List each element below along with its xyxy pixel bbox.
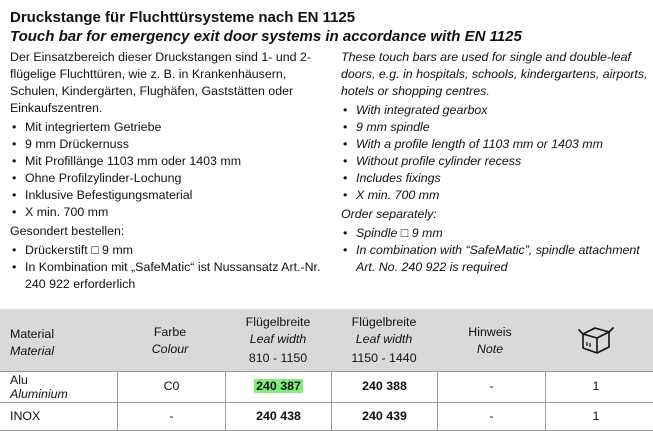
order-item: • In Kombination mit „SafeMatic“ ist Nussansatz Art.-Nr. 240 922 erforderlich: [10, 259, 335, 293]
row-material-de: Alu: [10, 373, 28, 387]
title-german: Druckstange für Fluchttürsysteme nach EN 1125: [10, 9, 356, 26]
header-leaf-width-1: [226, 314, 330, 367]
header-width2-en: Leaf width: [355, 332, 413, 346]
header-note-de: Hinweis: [468, 325, 512, 339]
header-colour-en: Colour: [151, 342, 189, 356]
table-row: [10, 409, 110, 423]
row-note: -: [489, 409, 494, 423]
box-icon: [576, 323, 616, 355]
table-row: [10, 373, 110, 401]
header-width2-de: Flügelbreite: [351, 315, 417, 329]
feature-item: • X min. 700 mm: [10, 204, 335, 221]
row-divider: [0, 371, 653, 372]
title-english: Touch bar for emergency exit door systems in accordance with EN 1125: [10, 28, 522, 45]
feature-list-de: [10, 119, 335, 221]
feature-item: • 9 mm spindle: [341, 119, 649, 136]
row-quantity: 1: [592, 409, 600, 423]
feature-item: • Includes fixings: [341, 170, 649, 187]
header-material: [10, 326, 100, 360]
row-quantity: 1: [592, 379, 600, 393]
header-width1-range: 810 - 1150: [248, 351, 308, 365]
intro-text-en: These touch bars are used for single and double-leaf doors, e.g. in hospitals, schools, kindergartens, airports, hotels or shopping centres.: [341, 50, 648, 98]
feature-item: • Mit integriertem Getriebe: [10, 119, 335, 136]
row-material-de: INOX: [10, 409, 41, 423]
row-material-en: Aluminium: [10, 387, 68, 401]
header-material-de: Material: [10, 327, 55, 341]
order-heading-de: Gesondert bestellen:: [10, 224, 125, 238]
order-item: • In combination with “SafeMatic”, spindle attachment Art. No. 240 922 is required: [341, 242, 649, 276]
header-leaf-width-2: [332, 314, 436, 367]
order-list-en: [341, 225, 649, 276]
header-note-en: Note: [476, 342, 504, 356]
feature-item: • Inklusive Befestigungsmaterial: [10, 187, 335, 204]
highlighted-article-number: 240 387: [256, 379, 301, 393]
feature-item: • Mit Profillänge 1103 mm oder 1403 mm: [10, 153, 335, 170]
row-article-1: 240 438: [256, 409, 301, 423]
row-colour: -: [169, 409, 174, 423]
feature-item: • Without profile cylinder recess: [341, 153, 649, 170]
intro-text-de: Der Einsatzbereich dieser Druckstangen sind 1- und 2-flügelige Fluchttüren, wie z. B. in Krankenhäusern, Schulen, Kindergärten, Flughäfen, Gaststätten oder Einkaufszentren.: [10, 50, 311, 115]
order-item: • Drückerstift □ 9 mm: [10, 242, 335, 259]
product-table: [0, 309, 653, 431]
order-heading-en: Order separately:: [341, 207, 437, 221]
row-article-2: 240 388: [362, 379, 407, 393]
order-item: • Spindle □ 9 mm: [341, 225, 649, 242]
header-colour: [120, 324, 220, 358]
order-list-de: [10, 242, 335, 293]
header-width1-de: Flügelbreite: [245, 315, 311, 329]
feature-item: • Ohne Profilzylinder-Lochung: [10, 170, 335, 187]
row-colour: C0: [163, 379, 180, 393]
header-material-en: Material: [10, 344, 55, 358]
feature-item: • With integrated gearbox: [341, 102, 649, 119]
row-article-1: [226, 379, 331, 393]
feature-list-en: [341, 102, 649, 204]
header-width1-en: Leaf width: [249, 332, 307, 346]
german-description: [10, 49, 335, 293]
row-divider: [0, 402, 653, 403]
english-description: [341, 49, 649, 276]
header-width2-range: 1150 - 1440: [351, 351, 417, 365]
header-colour-de: Farbe: [153, 325, 187, 339]
row-note: -: [489, 379, 494, 393]
row-article-2: 240 439: [362, 409, 407, 423]
feature-item: • 9 mm Drückernuss: [10, 136, 335, 153]
header-note: [440, 324, 540, 358]
feature-item: • X min. 700 mm: [341, 187, 649, 204]
feature-item: • With a profile length of 1103 mm or 1403 mm: [341, 136, 649, 153]
